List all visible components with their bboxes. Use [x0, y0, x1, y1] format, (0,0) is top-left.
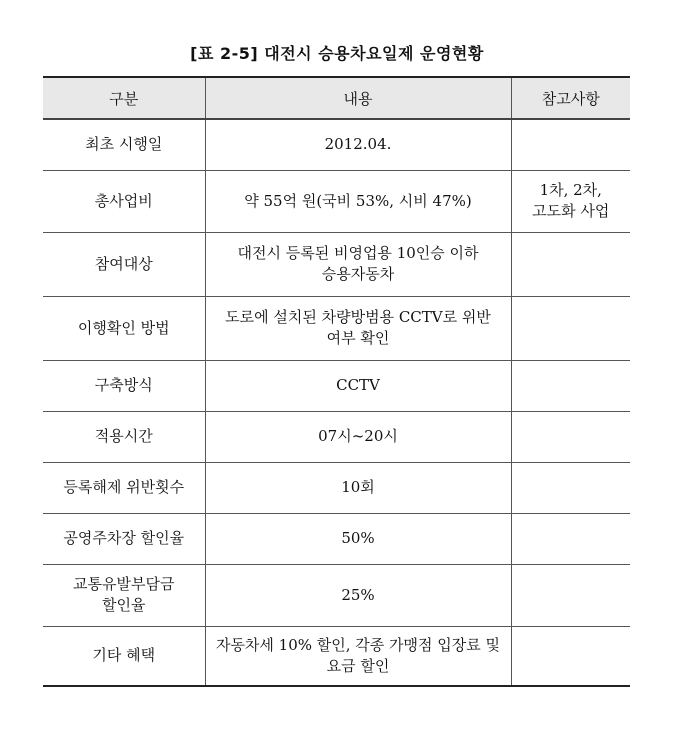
- row-content: 07시~20시: [205, 411, 511, 462]
- row-label: 등록해제 위반횟수: [43, 462, 205, 513]
- row-label: 구축방식: [43, 360, 205, 411]
- row-content: 약 55억 원(국비 53%, 시비 47%): [205, 170, 511, 232]
- row-note: [511, 564, 630, 626]
- row-note: [511, 296, 630, 360]
- row-note: [511, 360, 630, 411]
- row-note: [511, 411, 630, 462]
- header-category: 구분: [43, 77, 205, 119]
- header-row: [43, 77, 630, 119]
- table-row: [43, 513, 630, 564]
- row-label: 공영주차장 할인율: [43, 513, 205, 564]
- header-notes: 참고사항: [511, 77, 630, 119]
- row-note: [511, 513, 630, 564]
- row-label: 총사업비: [43, 170, 205, 232]
- row-note: [511, 232, 630, 296]
- header-content: 내용: [205, 77, 511, 119]
- table-row: [43, 119, 630, 170]
- row-content: 25%: [205, 564, 511, 626]
- table-row: [43, 564, 630, 626]
- row-label: 참여대상: [43, 232, 205, 296]
- table-row: [43, 462, 630, 513]
- row-note: [511, 626, 630, 686]
- row-content: CCTV: [205, 360, 511, 411]
- row-label: 교통유발부담금 할인율: [43, 564, 205, 626]
- table-row: [43, 411, 630, 462]
- table-row: [43, 296, 630, 360]
- row-content: 10회: [205, 462, 511, 513]
- row-label: 이행확인 방법: [43, 296, 205, 360]
- row-content: 도로에 설치된 차량방범용 CCTV로 위반 여부 확인: [205, 296, 511, 360]
- row-content: 2012.04.: [205, 119, 511, 170]
- operation-status-table: [43, 76, 630, 687]
- table-title: [표 2-5] 대전시 승용차요일제 운영현황: [190, 44, 484, 63]
- table-row: [43, 626, 630, 686]
- row-note: 1차, 2차, 고도화 사업: [511, 170, 630, 232]
- row-label: 최초 시행일: [43, 119, 205, 170]
- row-note: [511, 119, 630, 170]
- row-label: 기타 혜택: [43, 626, 205, 686]
- table-row: [43, 170, 630, 232]
- row-content: 대전시 등록된 비영업용 10인승 이하 승용자동차: [205, 232, 511, 296]
- row-content: 50%: [205, 513, 511, 564]
- table-row: [43, 232, 630, 296]
- row-content: 자동차세 10% 할인, 각종 가맹점 입장료 및 요금 할인: [205, 626, 511, 686]
- row-note: [511, 462, 630, 513]
- table-row: [43, 360, 630, 411]
- row-label: 적용시간: [43, 411, 205, 462]
